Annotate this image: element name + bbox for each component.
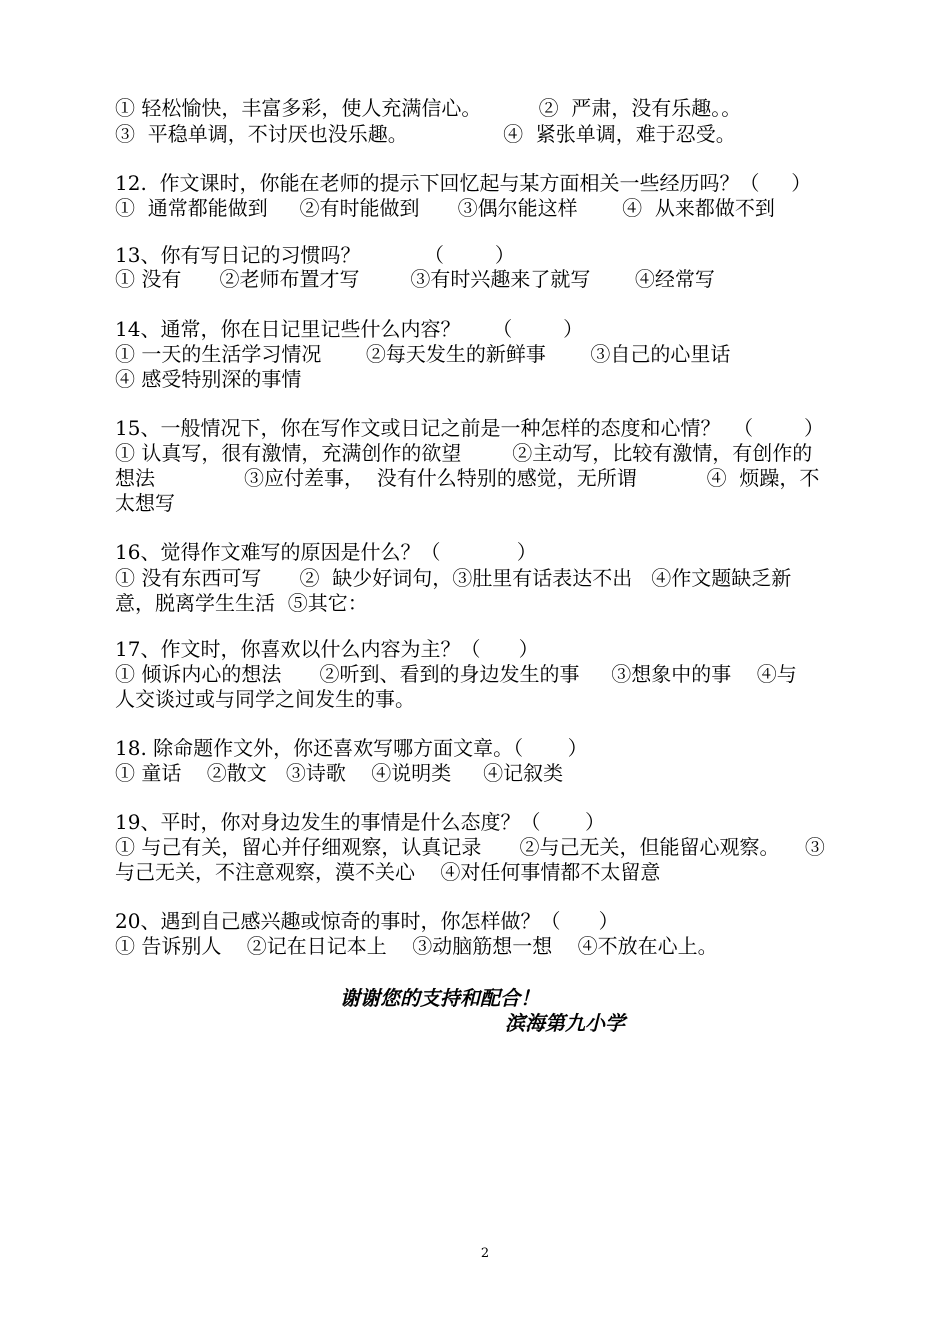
q17-options-line-2: 人交谈过或与同学之间发生的事。 <box>115 687 415 711</box>
closing-thanks: 谢谢您的支持和配合！ <box>340 986 540 1010</box>
q17-options-line-1: ① 倾诉内心的想法 ②听到、看到的身边发生的事 ③想象中的事 ④与 <box>115 662 797 686</box>
q15-question: 15、一般情况下，你在写作文或日记之前是一种怎样的态度和心情？ （ ） <box>115 416 825 440</box>
q14-question: 14、通常，你在日记里记些什么内容？ （ ） <box>115 317 584 341</box>
q19-options-line-1: ① 与己有关，留心并仔细观察，认真记录 ②与己无关，但能留心观察。 ③ <box>115 835 825 859</box>
page-number: 2 <box>480 1246 490 1261</box>
q11-options-line-2: ③ 平稳单调，不讨厌也没乐趣。 ④ 紧张单调，难于忍受。 <box>115 122 736 146</box>
q14-options-line-1: ① 一天的生活学习情况 ②每天发生的新鲜事 ③自己的心里话 <box>115 342 731 366</box>
q20-options: ① 告诉别人 ②记在日记本上 ③动脑筋想一想 ④不放在心上。 <box>115 934 718 958</box>
q15-options-line-3: 太想写 <box>115 491 175 515</box>
q13-options: ① 没有 ②老师布置才写 ③有时兴趣来了就写 ④经常写 <box>115 267 715 291</box>
q11-options-line-1: ① 轻松愉快，丰富多彩，使人充满信心。 ② 严肃，没有乐趣。。 <box>115 96 742 120</box>
q16-options-line-2: 意，脱离学生生活 ⑤其它： <box>115 591 368 615</box>
q16-options-line-1: ① 没有东西可写 ② 缺少好词句，③肚里有话表达不出 ④作文题缺乏新 <box>115 566 792 590</box>
q19-options-line-2: 与己无关，不注意观察，漠不关心 ④对任何事情都不太留意 <box>115 860 661 884</box>
q12-question: 12. 作文课时，你能在老师的提示下回忆起与某方面相关一些经历吗？（ ） <box>115 171 812 195</box>
q20-question: 20、遇到自己感兴趣或惊奇的事时，你怎样做？（ ） <box>115 909 619 933</box>
q12-options: ① 通常都能做到 ②有时能做到 ③偶尔能这样 ④ 从来都做不到 <box>115 196 775 220</box>
closing-school: 滨海第九小学 <box>505 1011 625 1035</box>
q17-question: 17、作文时，你喜欢以什么内容为主？（ ） <box>115 637 539 661</box>
q19-question: 19、平时，你对身边发生的事情是什么态度？（ ） <box>115 810 605 834</box>
q14-options-line-2: ④ 感受特别深的事情 <box>115 367 302 391</box>
q18-options: ① 童话 ②散文 ③诗歌 ④说明类 ④记叙类 <box>115 761 564 785</box>
q18-question: 18. 除命题作文外，你还喜欢写哪方面文章。（ ） <box>115 736 588 760</box>
q13-question: 13、你有写日记的习惯吗？ （ ） <box>115 243 515 267</box>
q15-options-line-2: 想法 ③应付差事， 没有什么特别的感觉，无所谓 ④ 烦躁，不 <box>115 466 820 490</box>
q16-question: 16、觉得作文难写的原因是什么？（ ） <box>115 540 537 564</box>
q15-options-line-1: ① 认真写，很有激情，充满创作的欲望 ②主动写，比较有激情，有创作的 <box>115 441 813 465</box>
